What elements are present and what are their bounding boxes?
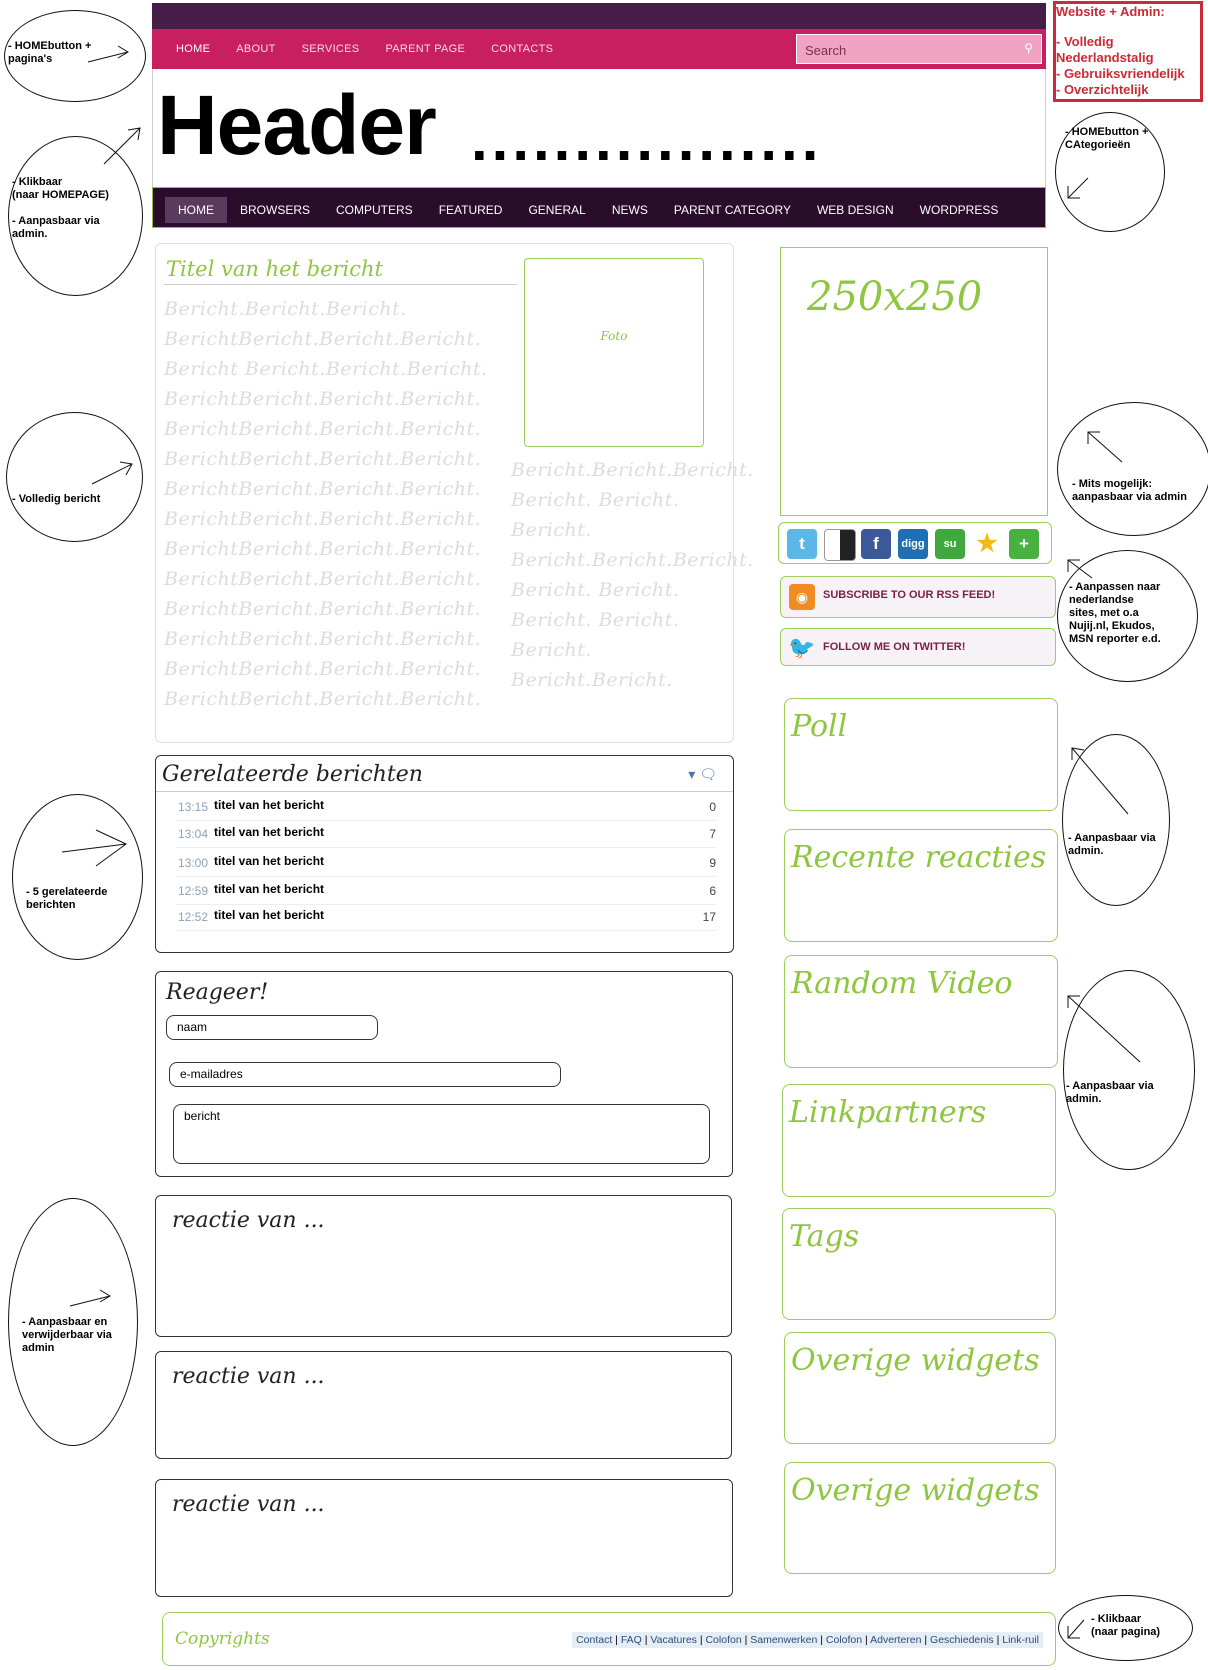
widget-tags	[782, 1208, 1056, 1320]
annotation-circle	[6, 412, 143, 542]
twitter-bird-icon: 🐦	[788, 635, 816, 660]
nav-item-services[interactable]: SERVICES	[301, 43, 360, 55]
search-input[interactable]	[796, 34, 1042, 64]
twitter-label: FOLLOW ME ON TWITTER!	[823, 641, 966, 653]
related-row[interactable]	[176, 792, 716, 821]
related-comment-count: 6	[709, 884, 716, 898]
title-divider	[164, 284, 517, 285]
related-posts	[155, 755, 734, 953]
reaction-author: reactie van ...	[172, 1208, 325, 1233]
comments-icon[interactable]: 🗨	[699, 766, 717, 782]
stumbleupon-icon[interactable]: su	[935, 529, 965, 559]
photo-label: Foto	[600, 329, 628, 343]
related-comment-count: 9	[709, 856, 716, 870]
article-body-left: Bericht.Bericht.Bericht. BerichtBericht.Bericht.Bericht. Bericht Bericht.Bericht.Bericht. BerichtBericht.Bericht.Bericht. BerichtBericht.Bericht.Bericht. BerichtBericht.Bericht.Bericht. BerichtBericht.Bericht.Bericht. BerichtBericht.Bericht.Bericht. BerichtBericht.Bericht.Bericht. BerichtBericht.Bericht.Bericht. BerichtBericht.Bericht.Bericht. BerichtBericht.Bericht.Bericht. BerichtBericht.Bericht.Bericht. BerichtBericht.Bericht.Bericht.	[164, 298, 488, 710]
annotation-homebutton-categories: - HOMEbutton + CAtegorieën	[1065, 126, 1149, 151]
requirement-item: - Overzichtelijk	[1056, 82, 1149, 97]
annotation-editable-deletable: - Aanpasbaar en verwijderbaar via admin	[22, 1316, 112, 1354]
footer-separator: |	[921, 1634, 931, 1646]
ad-banner[interactable]	[780, 247, 1048, 516]
page-nav-bar	[152, 29, 1046, 69]
annotation-editable-admin: - Aanpasbaar via admin.	[1066, 1080, 1154, 1105]
ad-size-label: 250x250	[807, 274, 983, 320]
category-item-home[interactable]: HOME	[165, 197, 227, 223]
annotation-circle	[1057, 402, 1208, 536]
annotation-clickable-page: - Klikbaar (naar pagina)	[1091, 1613, 1161, 1638]
header-banner[interactable]	[152, 69, 1046, 187]
related-comment-count: 7	[709, 827, 716, 841]
related-post-title[interactable]: titel van het bericht	[214, 825, 325, 839]
requirement-item: - Gebruiksvriendelijk	[1056, 66, 1185, 81]
footer-separator: |	[862, 1634, 871, 1646]
dropdown-arrow-icon[interactable]: ▾	[688, 766, 696, 782]
category-item-computers[interactable]: COMPUTERS	[336, 203, 413, 217]
category-item-news[interactable]: NEWS	[611, 203, 648, 217]
related-row[interactable]	[176, 876, 716, 905]
widget-other	[784, 1462, 1056, 1574]
rss-subscribe[interactable]	[780, 576, 1056, 618]
nav-item-contacts[interactable]: CONTACTS	[491, 43, 554, 55]
top-bar	[152, 3, 1046, 29]
reaction-author: reactie van ...	[172, 1364, 325, 1389]
annotation-dutch-sites: - Aanpassen naar nederlandse sites, met o.a Nujij.nl, Ekudos, MSN reporter e.d.	[1069, 581, 1161, 645]
annotation-related-five: - 5 gerelateerde berichten	[26, 886, 108, 911]
reply-form	[155, 971, 733, 1177]
footer-separator: |	[641, 1634, 651, 1646]
article-post	[155, 243, 754, 743]
related-post-title[interactable]: titel van het bericht	[214, 882, 325, 896]
category-item-featured[interactable]: FEATURED	[438, 203, 503, 217]
footer-link[interactable]: Colofon	[705, 1634, 742, 1646]
message-field[interactable]: bericht	[173, 1104, 710, 1164]
footer-separator: |	[741, 1634, 751, 1646]
category-item-web-design[interactable]: WEB DESIGN	[816, 203, 894, 217]
footer-link[interactable]: Link-ruil	[1002, 1634, 1039, 1646]
related-time: 13:15	[178, 800, 209, 814]
footer-separator: |	[612, 1634, 621, 1646]
annotation-editable-admin: - Aanpasbaar via admin.	[1068, 832, 1156, 857]
digg-icon[interactable]: digg	[898, 529, 928, 559]
name-field[interactable]: naam	[166, 1015, 378, 1040]
widget-title: Overige widgets	[791, 1343, 1040, 1378]
search-placeholder: Search	[805, 43, 847, 58]
category-nav-bar	[152, 187, 1046, 228]
reaction-card	[155, 1351, 732, 1459]
header-dots: .................	[471, 106, 823, 173]
article-body-right: Bericht.Bericht.Bericht. Bericht. Bericht. Bericht. Bericht.Bericht.Bericht. Bericht. Bericht. Bericht. Bericht. Bericht. Bericht.Bericht.	[511, 459, 754, 691]
related-title: Gerelateerde berichten	[162, 762, 423, 787]
widget-title: Recente reacties	[791, 840, 1047, 875]
widget-other	[784, 1332, 1056, 1444]
nav-item-parent-page[interactable]: PARENT PAGE	[385, 43, 466, 55]
email-field[interactable]: e-mailadres	[169, 1062, 561, 1087]
reaction-card	[155, 1479, 733, 1597]
widget-recent-comments	[784, 829, 1058, 942]
footer-link[interactable]: Colofon	[825, 1634, 863, 1646]
related-post-title[interactable]: titel van het bericht	[214, 798, 325, 812]
header-title[interactable]: Header	[157, 78, 436, 172]
related-row[interactable]	[176, 848, 716, 877]
category-item-general[interactable]: GENERAL	[528, 203, 586, 217]
footer-separator: |	[696, 1634, 706, 1646]
requirement-item: - Volledig Nederlandstalig	[1056, 34, 1154, 65]
category-nav	[165, 197, 1011, 223]
copyright: Copyrights	[175, 1629, 270, 1649]
annotation-circle	[1063, 970, 1195, 1170]
annotation-homebutton-pages: - HOMEbutton + pagina's	[8, 40, 92, 65]
delicious-icon[interactable]	[824, 529, 856, 561]
twitter-follow[interactable]	[780, 628, 1056, 666]
related-post-title[interactable]: titel van het bericht	[214, 908, 325, 922]
twitter-icon[interactable]: t	[787, 529, 817, 559]
reaction-author: reactie van ...	[172, 1492, 325, 1517]
widget-title: Linkpartners	[789, 1095, 987, 1130]
social-bookmarks	[778, 522, 1052, 564]
favorite-star-icon[interactable]: ★	[976, 530, 998, 557]
footer-links	[572, 1632, 1043, 1648]
add-more-icon[interactable]: +	[1009, 529, 1039, 559]
annotation-circle	[12, 794, 143, 960]
footer-link[interactable]: Adverteren	[870, 1634, 922, 1646]
related-time: 13:00	[178, 856, 209, 870]
annotation-clickable-header: - Klikbaar (naar HOMEPAGE) - Aanpasbaar via admin.	[12, 176, 109, 240]
category-item-wordpress[interactable]: WORDPRESS	[919, 203, 999, 217]
page-nav	[176, 43, 553, 55]
related-time: 12:59	[178, 884, 209, 898]
category-item-browsers[interactable]: BROWSERS	[240, 203, 311, 217]
footer-link[interactable]: Geschiedenis	[930, 1634, 994, 1646]
article-photo	[524, 258, 704, 447]
footer-link[interactable]: Samenwerken	[750, 1634, 818, 1646]
widget-title: Tags	[789, 1219, 860, 1254]
footer-separator: |	[993, 1634, 1003, 1646]
related-time: 13:04	[178, 827, 209, 841]
widget-title: Overige widgets	[791, 1473, 1040, 1508]
reply-title: Reageer!	[166, 980, 269, 1005]
footer-link[interactable]: FAQ	[620, 1634, 642, 1646]
annotation-circle	[1062, 734, 1170, 906]
related-comment-count: 17	[702, 910, 716, 924]
footer	[162, 1612, 1056, 1666]
widget-random-video	[784, 955, 1058, 1068]
related-post-title[interactable]: titel van het bericht	[214, 854, 325, 868]
nav-item-about[interactable]: ABOUT	[236, 43, 276, 55]
nav-item-home[interactable]: HOME	[176, 43, 211, 55]
related-row[interactable]	[176, 902, 716, 931]
rss-icon: ◉	[789, 584, 815, 610]
widget-title: Poll	[791, 709, 848, 744]
reaction-card	[155, 1195, 732, 1337]
annotation-if-possible: - Mits mogelijk: aanpasbaar via admin	[1072, 478, 1187, 503]
related-comment-count: 0	[709, 800, 716, 814]
facebook-icon[interactable]: f	[861, 529, 891, 559]
related-time: 12:52	[178, 910, 209, 924]
footer-link[interactable]: Contact	[576, 1634, 613, 1646]
widget-linkpartners	[782, 1084, 1056, 1197]
search-icon[interactable]: ⚲	[1024, 41, 1033, 55]
requirements-box	[1053, 1, 1203, 102]
requirements-title: Website + Admin:	[1056, 4, 1165, 19]
footer-link[interactable]: Vacatures	[650, 1634, 697, 1646]
footer-separator: |	[817, 1634, 826, 1646]
widget-poll	[784, 698, 1058, 811]
widget-title: Random Video	[791, 966, 1013, 1001]
rss-label: SUBSCRIBE TO OUR RSS FEED!	[823, 589, 996, 601]
annotation-full-message: - Volledig bericht	[12, 493, 101, 505]
article-title[interactable]: Titel van het bericht	[166, 257, 383, 281]
related-row[interactable]	[176, 819, 716, 848]
category-item-parent-category[interactable]: PARENT CATEGORY	[673, 203, 791, 217]
